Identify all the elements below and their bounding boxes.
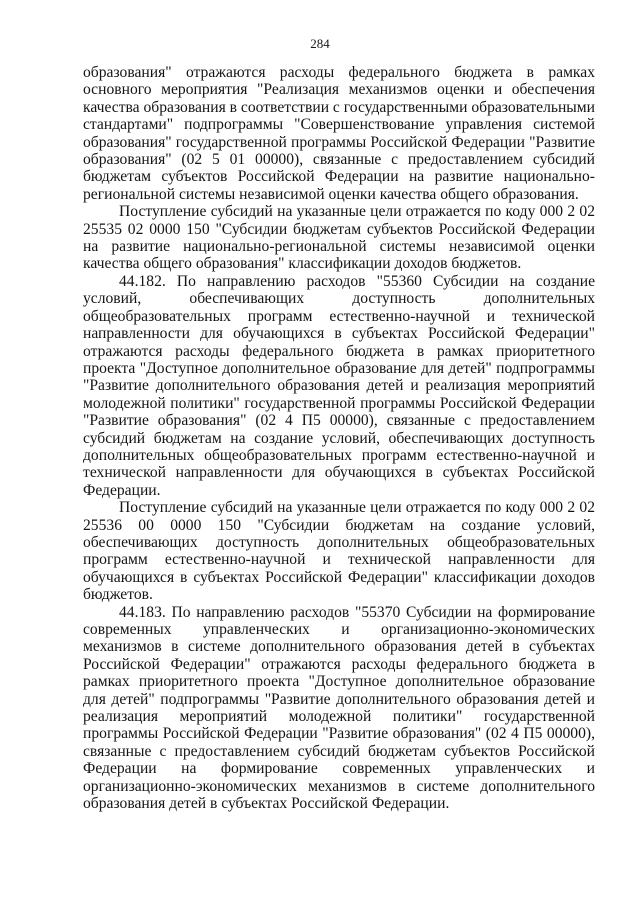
paragraph-44-182: 44.182. По направлению расходов "55360 Субсидии на создание условий, обеспечивающих доступность дополнительных общеобразовательных программ естественно-научной и технической направленности для обучающихся в субъектах Российской Федерации" отражаются расходы федерального бюджета в рамках приоритетного проекта "Доступное дополнительное образование для детей" подпрограммы "Развитие дополнительного образования детей и реализация мероприятий молодежной политики" государственной программы Российской Федерации "Развитие образования" (02 4 П5 00000), связанные с предоставлением субсидий бюджетам на создание условий, обеспечивающих доступность дополнительных общеобразовательных программ естественно-научной и технической направленности для обучающихся в субъектах Российской Федерации.	[83, 272, 595, 499]
document-body	[83, 64, 595, 812]
page-number: 284	[310, 36, 330, 51]
paragraph-income-code-55350: Поступление субсидий на указанные цели отражается по коду 000 2 02 25535 02 0000 150 "Субсидии бюджетам субъектов Российской Федерации на развитие национально-региональной системы независимой оценки качества общего образования" классификации доходов бюджетов.	[83, 203, 595, 273]
paragraph-continuation: образования" отражаются расходы федерального бюджета в рамках основного мероприятия "Реализация механизмов оценки и обеспечения качества образования в соответствии с государственными образовательными стандартами" подпрограммы "Совершенствование управления системой образования" государственной программы Российской Федерации "Развитие образования" (02 5 01 00000), связанные с предоставлением субсидий бюджетам субъектов Российской Федерации на развитие национально-региональной системы независимой оценки качества общего образования.	[83, 64, 595, 203]
paragraph-income-code-25536: Поступление субсидий на указанные цели отражается по коду 000 2 02 25536 00 0000 150 "Субсидии бюджетам на создание условий, обеспечивающих доступность дополнительных общеобразовательных программ естественно-научной и технической направленности для обучающихся в субъектах Российской Федерации" классификации доходов бюджетов.	[83, 499, 595, 604]
paragraph-44-183: 44.183. По направлению расходов "55370 Субсидии на формирование современных управленческих и организационно-экономических механизмов в системе дополнительного образования детей в субъектах Российской Федерации" отражаются расходы федерального бюджета в рамках приоритетного проекта "Доступное дополнительное образование для детей" подпрограммы "Развитие дополнительного образования детей и реализация мероприятий молодежной политики" государственной программы Российской Федерации "Развитие образования" (02 4 П5 00000), связанные с предоставлением субсидий бюджетам субъектов Российской Федерации на формирование современных управленческих и организационно-экономических механизмов в системе дополнительного образования детей в субъектах Российской Федерации.	[83, 603, 595, 813]
